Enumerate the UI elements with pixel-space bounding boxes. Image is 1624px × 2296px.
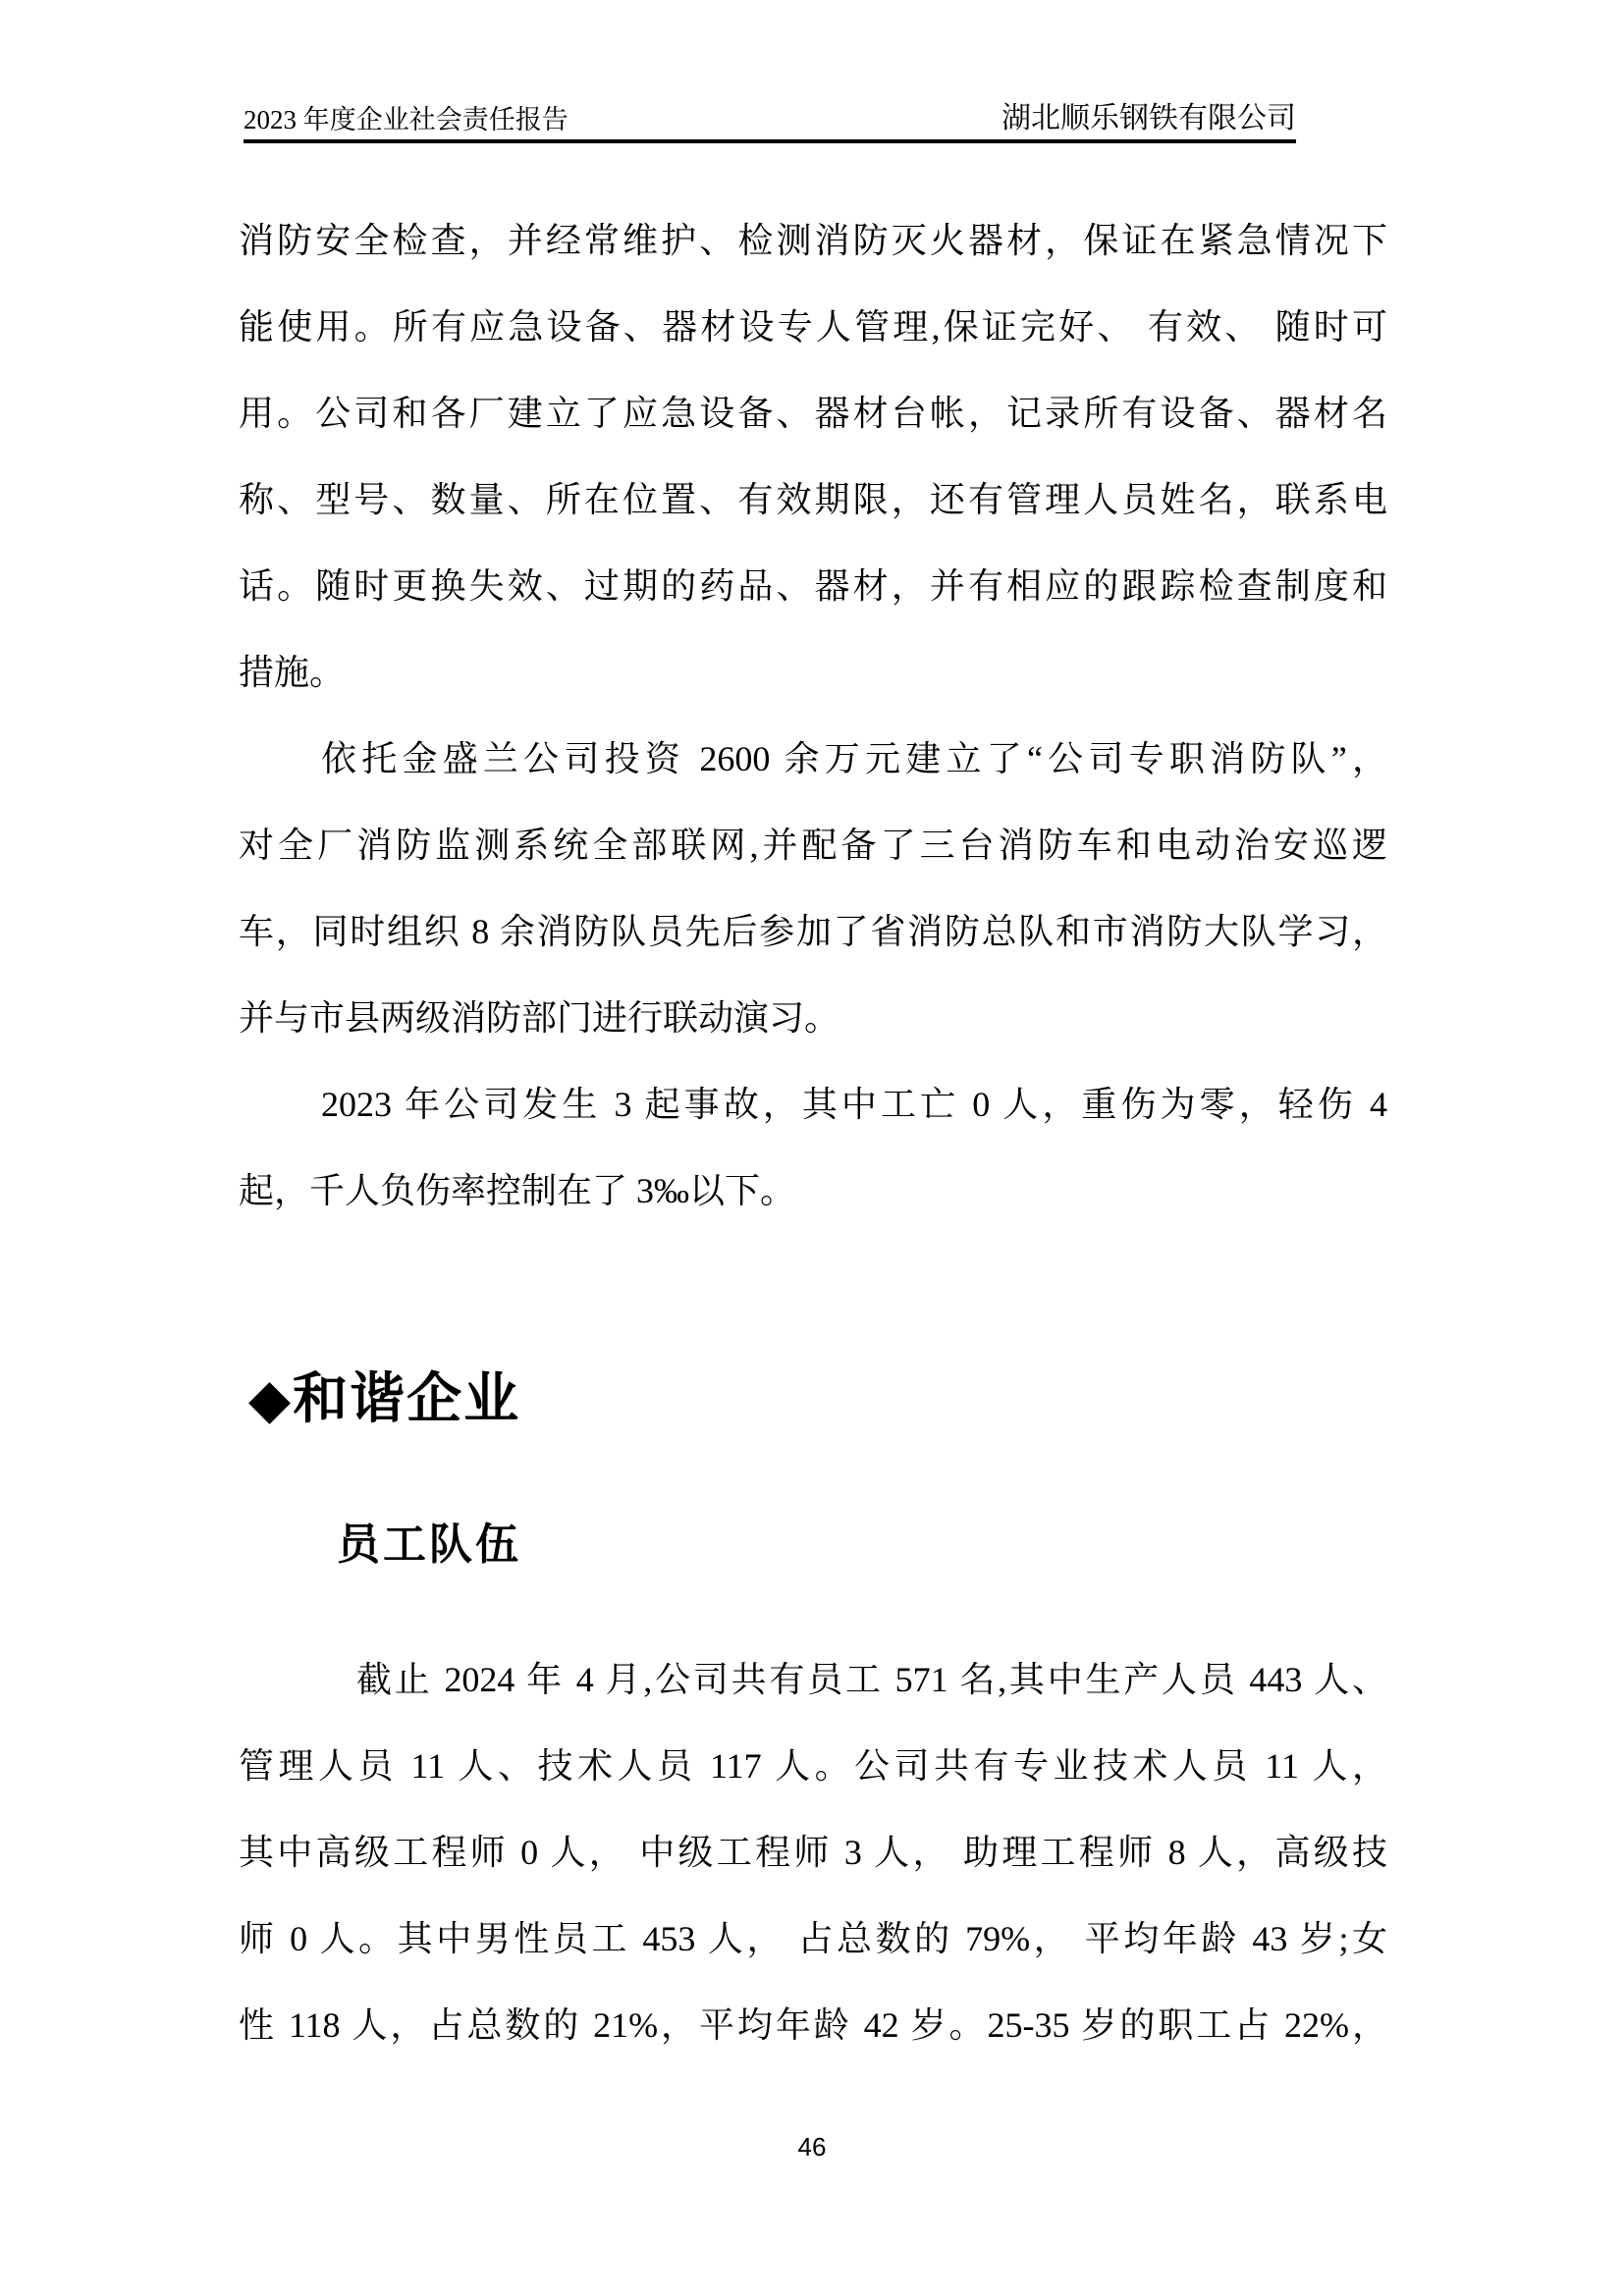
page-footer <box>0 2132 1624 2162</box>
page-body <box>239 197 1387 2068</box>
body-line: 2023 年公司发生 3 起事故，其中工亡 0 人，重伤为零，轻伤 4 <box>321 1085 1387 1124</box>
fire-safety-section <box>239 197 1387 1234</box>
body-line: 其中高级工程师 0 人， 中级工程师 3 人， 助理工程师 8 人，高级技 <box>239 1833 1387 1872</box>
section-heading-text: 和谐企业 <box>293 1369 521 1430</box>
diamond-icon: ◆ <box>248 1369 294 1430</box>
body-line: 对全厂消防监测系统全部联网,并配备了三台消防车和电动治安巡逻 <box>239 826 1387 865</box>
body-line: 话。随时更换失效、过期的药品、器材，并有相应的跟踪检查制度和 <box>239 566 1387 606</box>
body-line: 管理人员 11 人、技术人员 117 人。公司共有专业技术人员 11 人， <box>239 1746 1387 1786</box>
body-line: 用。公司和各厂建立了应急设备、器材台帐，记录所有设备、器材名 <box>239 394 1387 433</box>
body-line: 依托金盛兰公司投资 2600 余万元建立了“公司专职消防队”， <box>321 739 1387 778</box>
body-line: 并与市县两级消防部门进行联动演习。 <box>239 998 840 1038</box>
body-line: 起，千人负伤率控制在了 3‰以下。 <box>239 1171 796 1210</box>
header-report-title: 2023 年度企业社会责任报告 <box>244 105 568 134</box>
body-line: 性 118 人，占总数的 21%，平均年龄 42 岁。25-35 岁的职工占 22%， <box>239 2005 1387 2045</box>
workforce-section <box>239 1636 1387 2068</box>
header-company-name: 湖北顺乐钢铁有限公司 <box>1001 102 1296 134</box>
page-number: 46 <box>797 2132 827 2162</box>
body-line: 消防安全检查，并经常维护、检测消防灭火器材，保证在紧急情况下 <box>239 221 1387 260</box>
section-heading-harmonious-enterprise <box>248 1365 1387 1434</box>
sub-heading-workforce: 员工队伍 <box>337 1521 521 1569</box>
body-line: 称、型号、数量、所在位置、有效期限，还有管理人员姓名，联系电 <box>239 480 1387 519</box>
body-line: 车，同时组织 8 余消防队员先后参加了省消防总队和市消防大队学习， <box>239 912 1387 951</box>
body-line: 能使用。所有应急设备、器材设专人管理,保证完好、 有效、 随时可 <box>239 307 1387 347</box>
body-line: 措施。 <box>239 653 346 692</box>
page-header <box>244 102 1296 143</box>
body-line: 截止 2024 年 4 月,公司共有员工 571 名,其中生产人员 443 人、 <box>356 1660 1387 1699</box>
body-line: 师 0 人。其中男性员工 453 人， 占总数的 79%， 平均年龄 43 岁;女 <box>239 1919 1387 1958</box>
